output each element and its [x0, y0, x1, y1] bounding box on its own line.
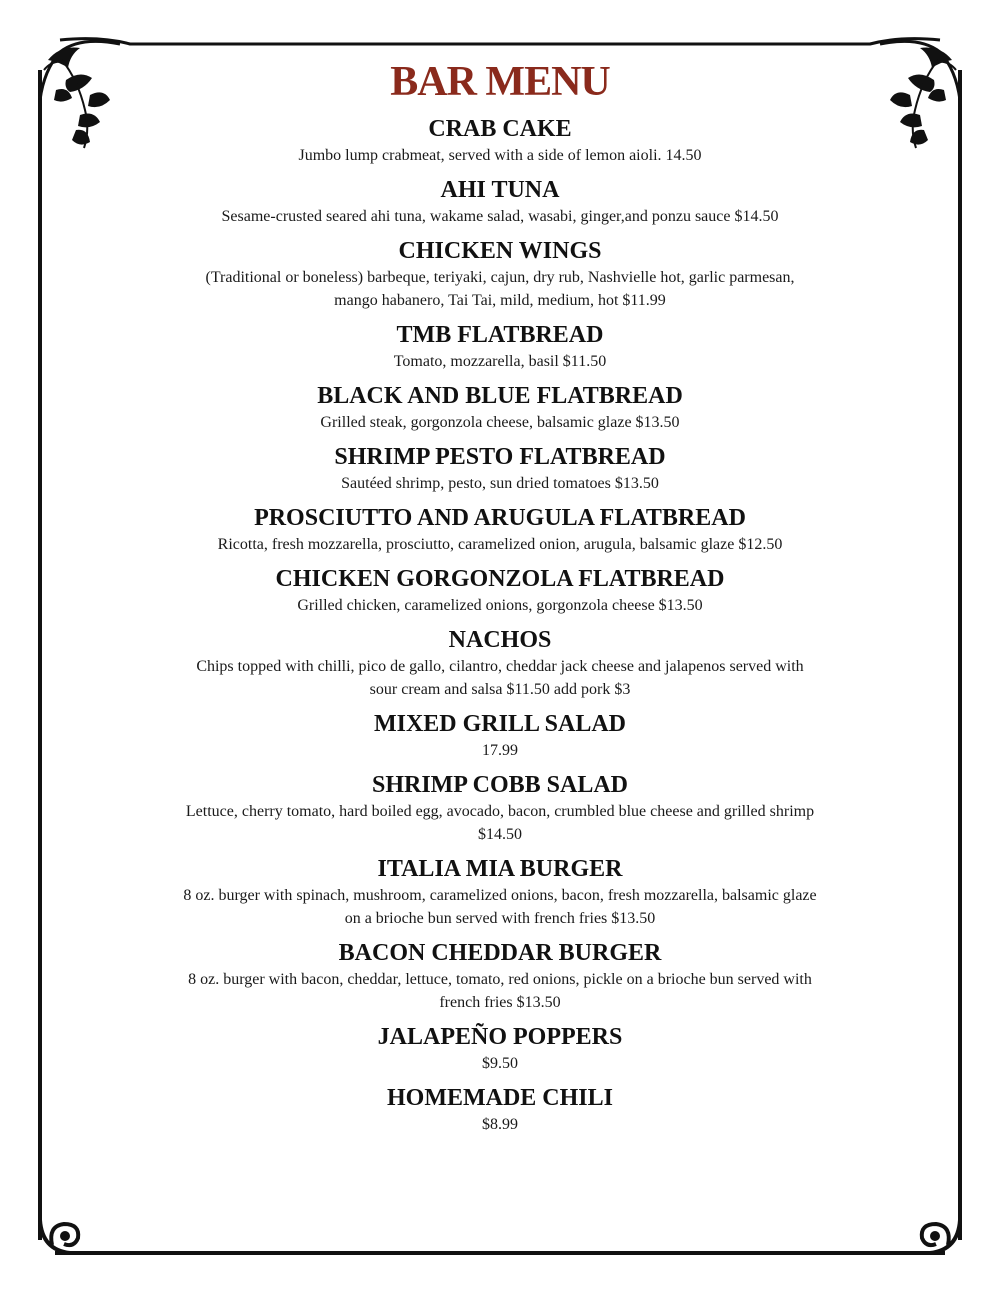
menu-item-name: BACON CHEDDAR BURGER: [338, 940, 662, 966]
top-left-floral-ornament: [44, 48, 110, 149]
menu-item-name: ITALIA MIA BURGER: [377, 856, 623, 882]
menu-item-description: Grilled steak, gorgonzola cheese, balsamic glaze $13.50: [320, 414, 680, 431]
bottom-right-swirl-ornament: [922, 1224, 949, 1245]
top-right-floral-ornament: [890, 48, 956, 149]
menu-item: [120, 564, 880, 617]
menu-item-description: 8 oz. burger with spinach, mushroom, caramelized onions, bacon, fresh mozzarella, balsamic glaze on a brioche bun served with french fries $13.50: [183, 887, 817, 927]
menu-item-description: $9.50: [482, 1055, 518, 1072]
menu-item-description: 8 oz. burger with bacon, cheddar, lettuce, tomato, red onions, pickle on a brioche bun served with french fries $13.50: [188, 971, 812, 1011]
menu-item: [120, 503, 880, 556]
menu-item-description: Grilled chicken, caramelized onions, gorgonzola cheese $13.50: [297, 597, 703, 614]
menu-item: [120, 625, 880, 701]
menu-item-description: Sautéed shrimp, pesto, sun dried tomatoes $13.50: [341, 475, 659, 492]
menu-title: BAR MENU: [390, 59, 610, 105]
bottom-left-swirl-ornament: [51, 1224, 78, 1245]
menu-item-name: AHI TUNA: [440, 177, 560, 203]
menu-item-name: CHICKEN GORGONZOLA FLATBREAD: [275, 566, 725, 592]
menu-item-name: TMB FLATBREAD: [396, 322, 604, 348]
menu-item: [120, 236, 880, 312]
menu-item: [120, 442, 880, 495]
menu-item: [120, 854, 880, 930]
menu-item-description: Chips topped with chilli, pico de gallo, cilantro, cheddar jack cheese and jalapenos served with sour cream and salsa $11.50 add pork $3: [196, 658, 804, 698]
menu-content: [120, 56, 880, 1136]
menu-item-description: Sesame-crusted seared ahi tuna, wakame salad, wasabi, ginger,and ponzu sauce $14.50: [221, 208, 779, 225]
menu-item-description: Ricotta, fresh mozzarella, prosciutto, caramelized onion, arugula, balsamic glaze $12.50: [217, 536, 783, 553]
menu-item-name: BLACK AND BLUE FLATBREAD: [317, 383, 683, 409]
menu-item-description: (Traditional or boneless) barbeque, teriyaki, cajun, dry rub, Nashvielle hot, garlic parmesan, mango habanero, Tai Tai, mild, medium, hot $11.99: [205, 269, 795, 309]
menu-item-name: CRAB CAKE: [428, 116, 572, 142]
menu-item-description: $8.99: [482, 1116, 518, 1133]
menu-item-name: MIXED GRILL SALAD: [373, 711, 627, 737]
menu-list: [120, 114, 880, 1136]
menu-item: [120, 1083, 880, 1136]
menu-item: [120, 320, 880, 373]
menu-item: [120, 709, 880, 762]
menu-item-name: PROSCIUTTO AND ARUGULA FLATBREAD: [254, 505, 746, 531]
menu-item-name: SHRIMP PESTO FLATBREAD: [334, 444, 666, 470]
menu-item-description: Jumbo lump crabmeat, served with a side of lemon aioli. 14.50: [298, 147, 702, 164]
menu-item-name: CHICKEN WINGS: [398, 238, 602, 264]
menu-item-description: 17.99: [482, 742, 518, 759]
menu-item-description: Tomato, mozzarella, basil $11.50: [393, 353, 607, 370]
menu-item-name: SHRIMP COBB SALAD: [371, 772, 629, 798]
menu-item: [120, 114, 880, 167]
menu-item: [120, 770, 880, 846]
menu-item: [120, 1022, 880, 1075]
menu-item-name: HOMEMADE CHILI: [386, 1085, 613, 1111]
menu-item-name: JALAPEÑO POPPERS: [377, 1024, 623, 1050]
menu-item-name: NACHOS: [448, 627, 552, 653]
menu-item: [120, 175, 880, 228]
menu-item: [120, 938, 880, 1014]
menu-item: [120, 381, 880, 434]
menu-item-description: Lettuce, cherry tomato, hard boiled egg, avocado, bacon, crumbled blue cheese and grilled shrimp $14.50: [185, 803, 815, 843]
